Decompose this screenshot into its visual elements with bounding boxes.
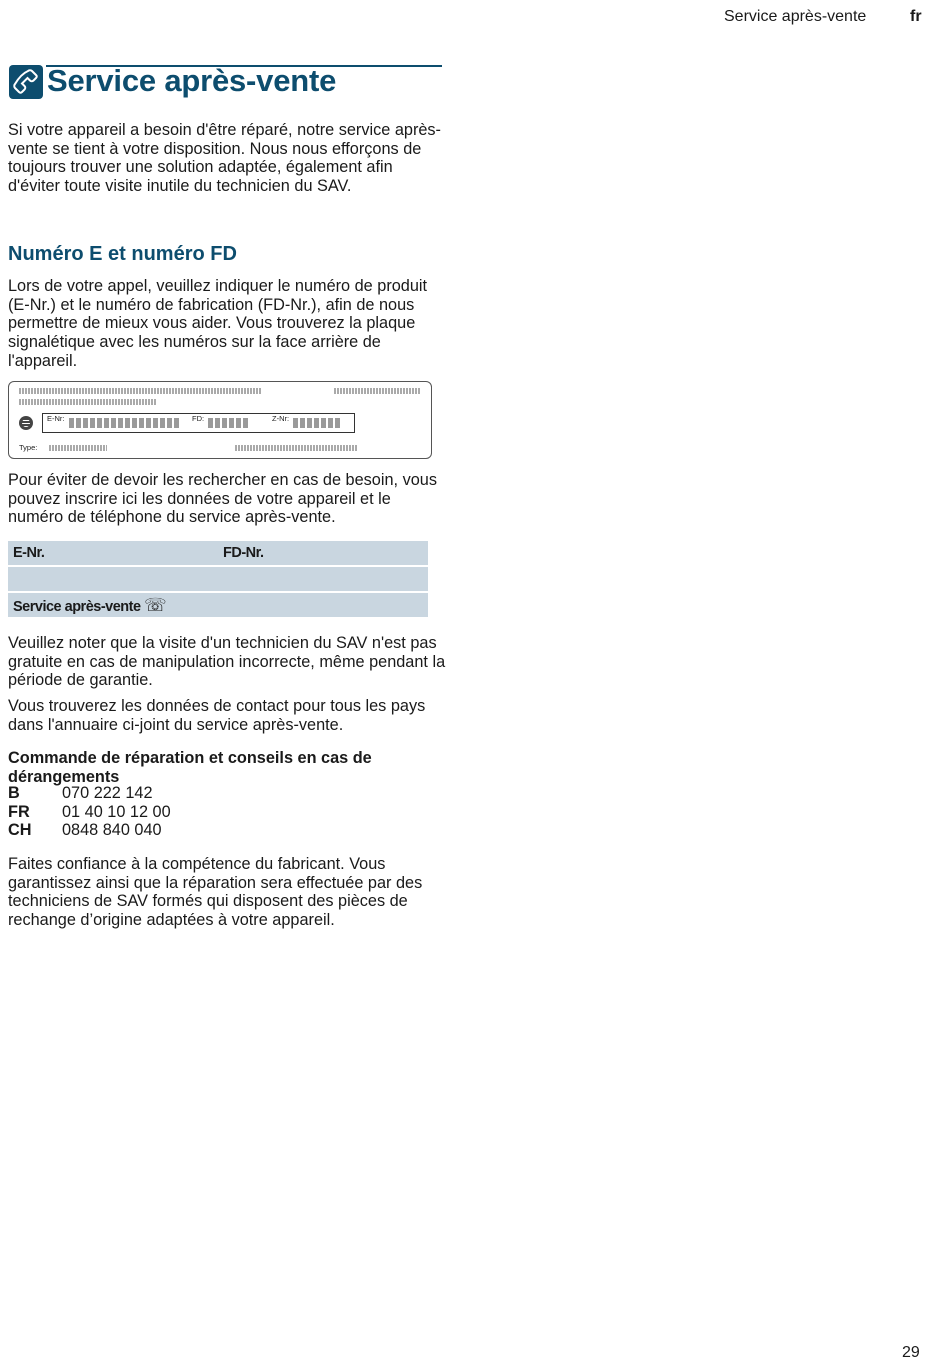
country-code: FR: [8, 802, 30, 821]
record-paragraph: Pour éviter de devoir les rechercher en cas de besoin, vous pouvez inscrire ici les données de votre appareil et le numéro de téléphone du service après-vente.: [8, 471, 437, 527]
form-row-service: [8, 593, 428, 619]
plate-number-box: [42, 413, 355, 433]
e-nr-field[interactable]: E-Nr.: [8, 541, 218, 567]
plate-e-value: [69, 418, 181, 428]
telephone-icon: ☏: [144, 594, 167, 615]
plate-type-value: [49, 445, 107, 451]
intro-paragraph: Si votre appareil a besoin d'être réparé, notre service après-vente se tient à votre disposition. Nous nous efforçons de toujours trouver une solution adaptée, également afin d'éviter toute visite inutile du technicien du SAV.: [8, 121, 441, 196]
e-nr-entry[interactable]: [8, 567, 218, 593]
brand-logo-icon: [19, 416, 33, 430]
rating-plate-illustration: [8, 381, 432, 459]
page-number: 29: [902, 1344, 920, 1361]
service-phone-field[interactable]: [8, 593, 428, 619]
running-head-section: Service après-vente: [724, 8, 867, 25]
country-code: CH: [8, 821, 32, 840]
fd-nr-entry[interactable]: [218, 567, 428, 593]
phone-row: [8, 821, 171, 840]
plate-text-line: [19, 399, 157, 405]
section-heading: Numéro E et numéro FD: [8, 243, 237, 265]
plate-z-label: Z-Nr:: [272, 414, 290, 423]
running-head-language: fr: [910, 8, 922, 25]
section-paragraph: Lors de votre appel, veuillez indiquer le numéro de produit (E-Nr.) et le numéro de fabrication (FD-Nr.), afin de nous permettre de mieux vous aider. Vous trouverez la plaque signalétique avec les numéros sur la face arrière de l'appareil.: [8, 277, 428, 370]
phone-number: 0848 840 040: [62, 821, 162, 840]
phone-icon: [8, 64, 44, 100]
closing-paragraph: Faites confiance à la compétence du fabricant. Vous garantissez ainsi que la réparation sera effectuée par des techniciens de SAV formés qui disposent des pièces de rechange d’origine adaptées à votre appareil.: [8, 855, 423, 930]
phone-number: 01 40 10 12 00: [62, 802, 171, 821]
plate-type-label: Type:: [19, 443, 38, 452]
service-label: Service après-vente: [13, 598, 141, 615]
running-head: [0, 8, 950, 30]
appliance-data-form: [8, 541, 428, 619]
contact-heading: Commande de réparation et conseils en cas de dérangements: [8, 749, 372, 786]
phone-number: 070 222 142: [62, 784, 153, 802]
phone-row: [8, 784, 171, 803]
phone-list: [8, 784, 171, 840]
plate-text-line: [235, 445, 357, 451]
phone-row: [8, 803, 171, 822]
plate-text-line: [334, 388, 420, 394]
country-code: B: [8, 784, 20, 802]
plate-text-line: [19, 388, 262, 394]
plate-fd-label: FD:: [192, 414, 205, 423]
form-row-blank: [8, 567, 428, 593]
form-row-numbers: [8, 541, 428, 567]
plate-z-value: [293, 418, 341, 428]
plate-fd-value: [208, 418, 248, 428]
warranty-note: Veuillez noter que la visite d'un technicien du SAV n'est pas gratuite en cas de manipulation incorrecte, même pendant la période de garantie.: [8, 634, 446, 690]
page-title: Service après-vente: [47, 63, 337, 98]
fd-nr-field[interactable]: FD-Nr.: [218, 541, 428, 567]
plate-e-label: E-Nr:: [47, 414, 65, 423]
directory-note: Vous trouverez les données de contact pour tous les pays dans l'annuaire ci-joint du service après-vente.: [8, 697, 426, 734]
